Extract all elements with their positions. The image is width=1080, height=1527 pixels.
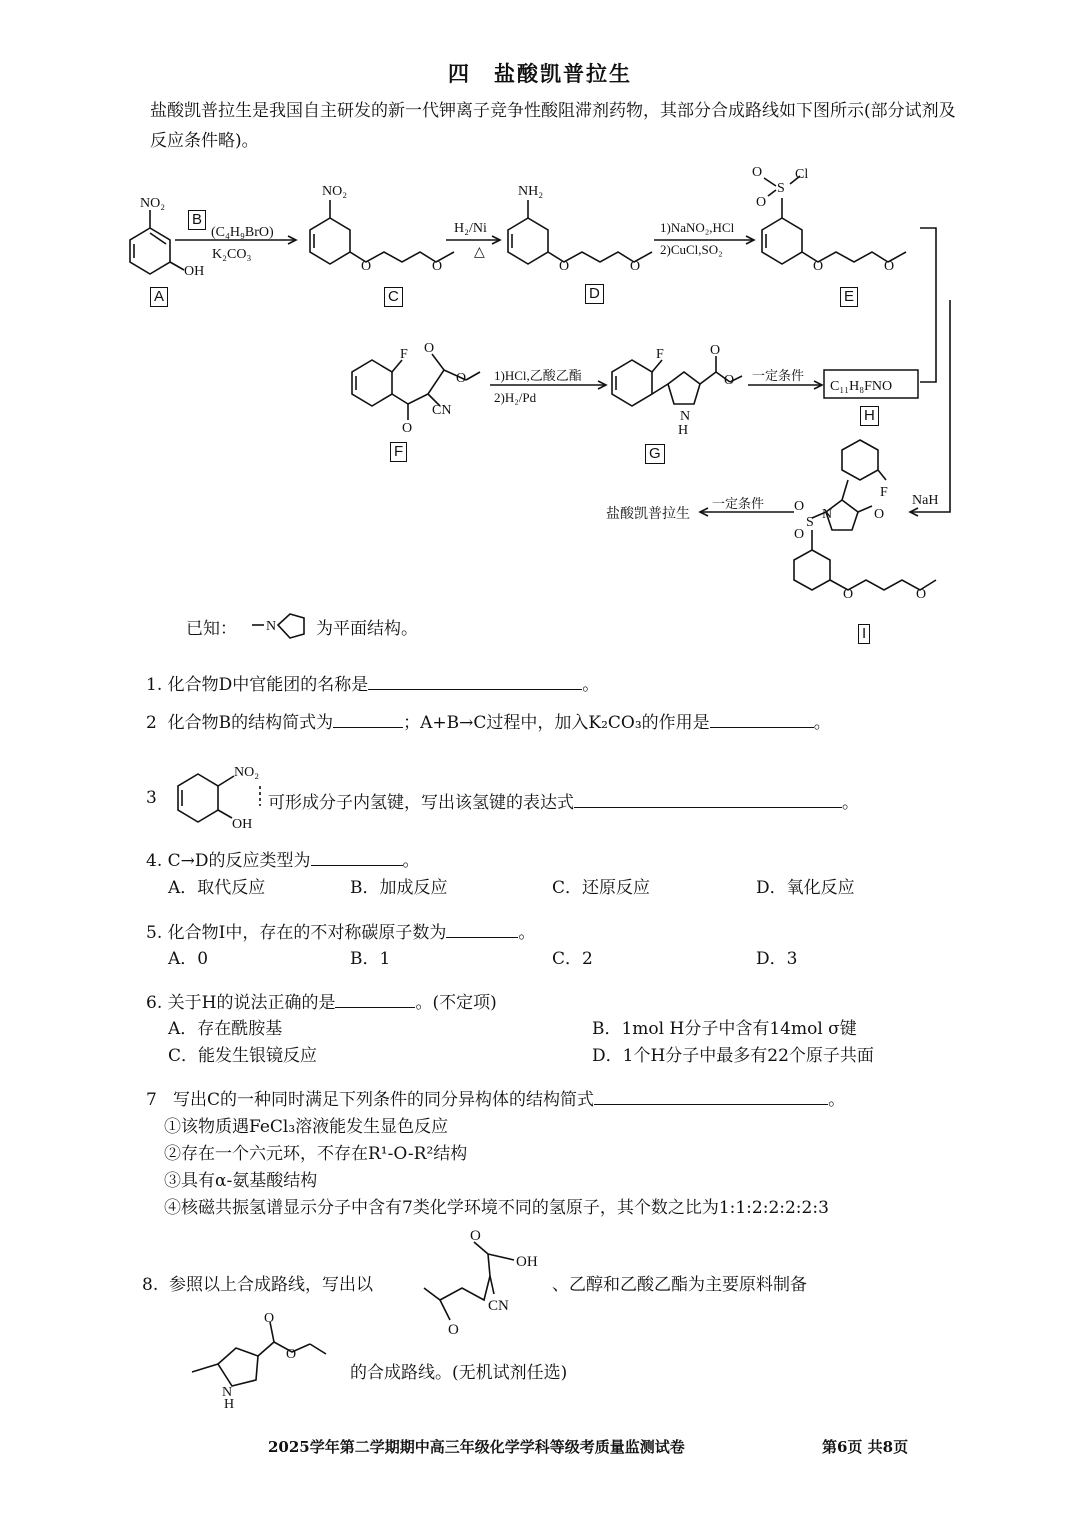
svg-text:N: N bbox=[680, 409, 691, 424]
svg-text:N: N bbox=[266, 619, 277, 634]
svg-text:Cl: Cl bbox=[795, 167, 809, 182]
svg-text:O: O bbox=[402, 421, 413, 436]
q5-option-d[interactable]: D．3 bbox=[756, 949, 798, 969]
question-2: 2 化合物B的结构简式为 ；A+B→C过程中，加入K₂CO₃的作用是 。 bbox=[146, 713, 831, 733]
svg-text:CN: CN bbox=[432, 403, 452, 418]
svg-text:S: S bbox=[806, 515, 814, 530]
svg-text:O: O bbox=[794, 499, 805, 514]
answer-blank-7[interactable] bbox=[594, 1088, 828, 1105]
footer-title: 2025学年第二学期期中高三年级化学学科等级考质量监测试卷 bbox=[268, 1438, 685, 1456]
svg-text:O: O bbox=[874, 507, 885, 522]
label-C: C bbox=[384, 287, 403, 307]
label-I: I bbox=[858, 624, 870, 644]
svg-text:H: H bbox=[224, 1397, 235, 1412]
known-suffix: 为平面结构。 bbox=[316, 619, 418, 639]
q5-option-a[interactable]: A．0 bbox=[168, 949, 209, 969]
svg-text:OH: OH bbox=[232, 817, 253, 832]
compound-C-structure bbox=[310, 200, 454, 264]
svg-text:△: △ bbox=[474, 245, 485, 260]
final-product-label: 盐酸凯普拉生 bbox=[606, 507, 690, 522]
question-6: 6. 关于H的说法正确的是 。(不定项) bbox=[146, 993, 497, 1013]
svg-text:NaH: NaH bbox=[912, 493, 939, 508]
svg-text:1)HCl,乙酸乙酯: 1)HCl,乙酸乙酯 bbox=[494, 368, 582, 383]
label-D: D bbox=[585, 284, 604, 304]
svg-text:C₁₁H₈FNO: C₁₁H₈FNO bbox=[830, 379, 893, 394]
question-3: 可形成分子内氢键，写出该氢键的表达式 。 bbox=[268, 793, 859, 813]
q4-option-a[interactable]: A．取代反应 bbox=[168, 878, 266, 898]
q7-condition-2: ②存在一个六元环，不存在R¹-O-R²结构 bbox=[164, 1144, 468, 1164]
svg-text:O: O bbox=[710, 343, 721, 358]
svg-text:S: S bbox=[777, 181, 785, 196]
svg-text:O: O bbox=[264, 1312, 275, 1326]
svg-text:O: O bbox=[916, 587, 927, 602]
svg-text:NO₂: NO₂ bbox=[234, 765, 260, 780]
compound-F-structure bbox=[352, 354, 480, 420]
synthesis-scheme bbox=[0, 0, 1080, 660]
q6-option-b[interactable]: B．1mol H分子中含有14mol σ键 bbox=[592, 1019, 857, 1039]
svg-text:O: O bbox=[752, 165, 763, 180]
compound-G-structure bbox=[612, 356, 742, 406]
svg-text:N: N bbox=[222, 1385, 233, 1400]
label-A: A bbox=[150, 287, 168, 307]
svg-text:1)NaNO₂,HCl: 1)NaNO₂,HCl bbox=[660, 220, 735, 235]
svg-text:O: O bbox=[794, 527, 805, 542]
o-nitrophenol-structure bbox=[174, 760, 270, 832]
svg-text:F: F bbox=[656, 347, 664, 362]
label-E: E bbox=[840, 287, 858, 307]
svg-text:O: O bbox=[432, 259, 443, 274]
label-F: F bbox=[390, 442, 407, 462]
known-prefix: 已知： bbox=[186, 619, 237, 639]
question-8-line2: 的合成路线。(无机试剂任选) bbox=[350, 1363, 568, 1383]
svg-text:O: O bbox=[424, 341, 435, 356]
svg-text:O: O bbox=[448, 1322, 459, 1336]
compound-A-structure bbox=[130, 210, 184, 274]
svg-text:一定条件: 一定条件 bbox=[712, 496, 765, 511]
svg-text:O: O bbox=[724, 373, 735, 388]
q4-option-c[interactable]: C．还原反应 bbox=[552, 878, 651, 898]
svg-text:2)H₂/Pd: 2)H₂/Pd bbox=[494, 390, 537, 405]
A-no2: NO₂ bbox=[140, 196, 166, 211]
q7-condition-1: ①该物质遇FeCl₃溶液能发生显色反应 bbox=[164, 1117, 449, 1137]
svg-text:O: O bbox=[559, 259, 570, 274]
answer-blank-6[interactable] bbox=[335, 991, 415, 1008]
answer-blank-3[interactable] bbox=[574, 791, 842, 808]
q6-option-a[interactable]: A．存在酰胺基 bbox=[168, 1019, 283, 1039]
svg-text:2)CuCl,SO₂: 2)CuCl,SO₂ bbox=[660, 242, 723, 257]
svg-text:H: H bbox=[678, 423, 689, 438]
answer-blank-5[interactable] bbox=[446, 921, 518, 938]
answer-blank-4[interactable] bbox=[311, 849, 403, 866]
svg-text:CN: CN bbox=[488, 1298, 509, 1314]
svg-text:F: F bbox=[400, 347, 408, 362]
question-5: 5. 化合物I中，存在的不对称碳原子数为 。 bbox=[146, 923, 536, 943]
page-number: 第6页 共8页 bbox=[822, 1438, 909, 1456]
question-8-line1: 8. 参照以上合成路线，写出以 bbox=[142, 1275, 374, 1295]
svg-text:H₂/Ni: H₂/Ni bbox=[454, 221, 487, 236]
svg-text:O: O bbox=[456, 371, 467, 386]
question-4: 4. C→D的反应类型为 。 bbox=[146, 851, 420, 871]
svg-text:一定条件: 一定条件 bbox=[752, 368, 805, 383]
section-title: 四 盐酸凯普拉生 bbox=[448, 61, 632, 86]
answer-blank-1[interactable] bbox=[368, 673, 582, 690]
svg-text:F: F bbox=[880, 485, 888, 500]
svg-text:O: O bbox=[756, 195, 767, 210]
label-G: G bbox=[645, 444, 665, 464]
q7-condition-3: ③具有α-氨基酸结构 bbox=[164, 1171, 318, 1191]
svg-text:NH₂: NH₂ bbox=[518, 184, 544, 199]
q4-option-d[interactable]: D．氧化反应 bbox=[756, 878, 855, 898]
svg-text:O: O bbox=[884, 259, 895, 274]
starting-material-structure bbox=[418, 1226, 558, 1336]
compound-D-structure bbox=[508, 200, 652, 264]
step1-reagent: K₂CO₃ bbox=[212, 247, 252, 262]
svg-text:O: O bbox=[813, 259, 824, 274]
q5-option-b[interactable]: B．1 bbox=[350, 949, 391, 969]
label-B: B bbox=[188, 210, 206, 230]
step1-formula: (C₄H₉BrO) bbox=[211, 225, 274, 240]
svg-text:O: O bbox=[843, 587, 854, 602]
q5-option-c[interactable]: C．2 bbox=[552, 949, 593, 969]
question-7: 7 写出C的一种同时满足下列条件的同分异构体的结构简式 。 bbox=[146, 1090, 846, 1110]
svg-text:NO₂: NO₂ bbox=[322, 184, 348, 199]
question-8-line1b: 、乙醇和乙酸乙酯为主要原料制备 bbox=[552, 1275, 807, 1295]
svg-text:O: O bbox=[630, 259, 641, 274]
q6-option-c[interactable]: C．能发生银镜反应 bbox=[168, 1046, 318, 1066]
intro-paragraph: 盐酸凯普拉生是我国自主研发的新一代钾离子竞争性酸阻滞剂药物，其部分合成路线如下图所示(部分试剂及反应条件略)。 bbox=[150, 101, 956, 151]
question-1: 1. 化合物D中官能团的名称是 。 bbox=[146, 675, 600, 695]
q7-condition-4: ④核磁共振氢谱显示分子中含有7类化学环境不同的氢原子，其个数之比为1:1:2:2:2:2:3 bbox=[164, 1198, 829, 1218]
question-3-num: 3 bbox=[146, 788, 157, 808]
pyrrole-structure bbox=[252, 614, 304, 638]
A-oh: OH bbox=[184, 264, 205, 279]
q4-option-b[interactable]: B．加成反应 bbox=[350, 878, 448, 898]
svg-text:O: O bbox=[286, 1347, 297, 1362]
svg-text:O: O bbox=[470, 1228, 481, 1244]
q6-option-d[interactable]: D．1个H分子中最多有22个原子共面 bbox=[592, 1046, 874, 1066]
svg-text:N: N bbox=[822, 507, 833, 522]
svg-text:O: O bbox=[361, 259, 372, 274]
svg-text:OH: OH bbox=[516, 1254, 538, 1270]
answer-blank-2a[interactable] bbox=[333, 711, 403, 728]
label-H: H bbox=[860, 406, 879, 426]
target-product-structure bbox=[186, 1312, 346, 1412]
answer-blank-2b[interactable] bbox=[710, 711, 814, 728]
